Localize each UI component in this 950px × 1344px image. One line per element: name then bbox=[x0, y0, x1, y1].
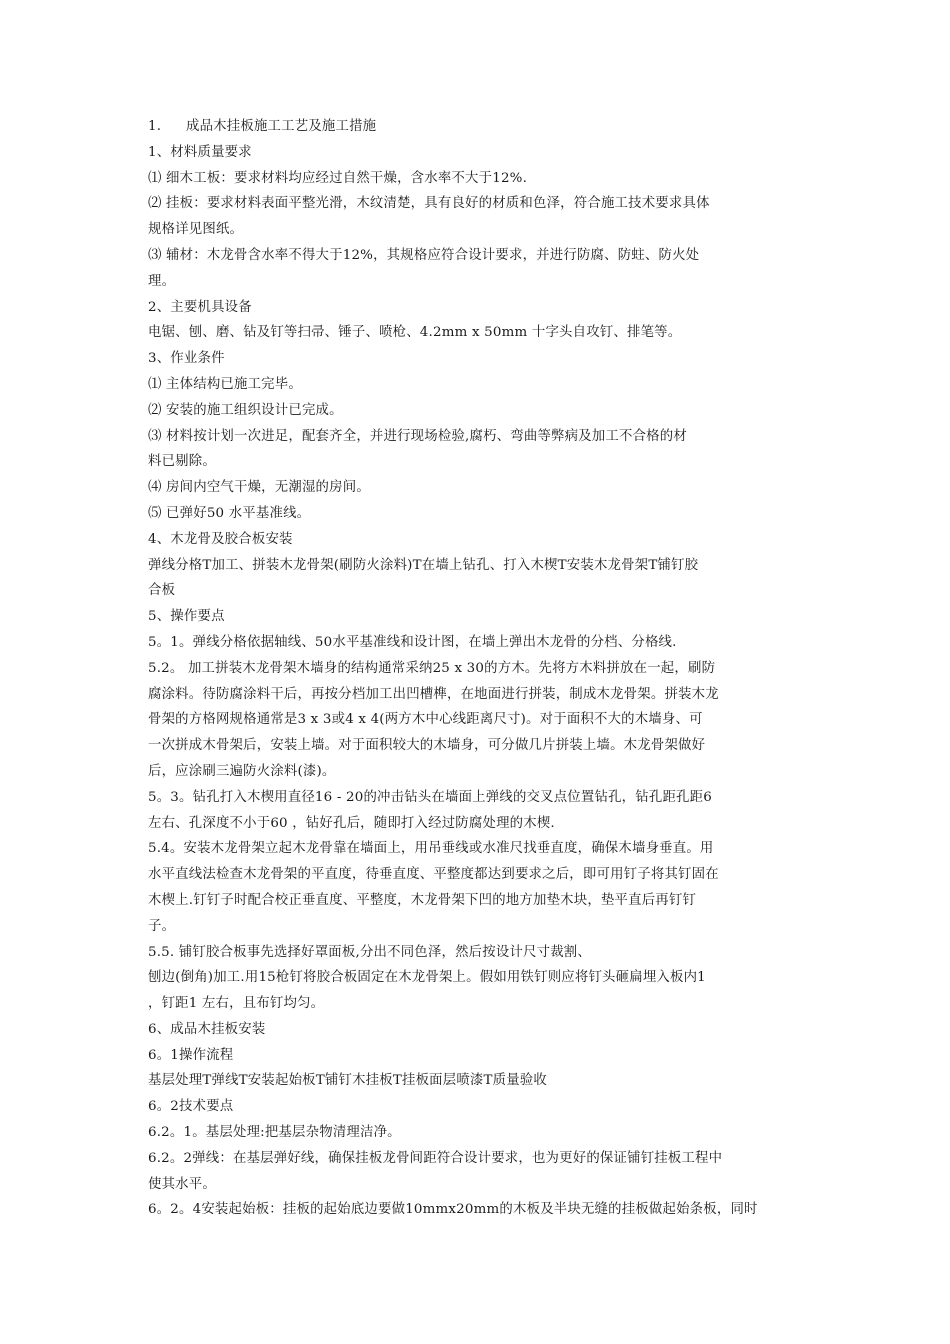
text-line: 左右、孔深度不小于60 ，钻好孔后，随即打入经过防腐处理的木楔. bbox=[148, 815, 555, 831]
text-line: 后，应涂刷三遍防火涂料(漆)。 bbox=[148, 763, 336, 779]
text-line: 6。1操作流程 bbox=[148, 1047, 234, 1063]
text-line: 6.2。2弹线：在基层弹好线，确保挂板龙骨间距符合设计要求，也为更好的保证铺钉挂板工程中 bbox=[148, 1150, 723, 1166]
text-line: ⑵ 安装的施工组织设计已完成。 bbox=[148, 402, 343, 418]
text-line: 合板 bbox=[148, 583, 176, 599]
text-line: 1、材料质量要求 bbox=[148, 144, 252, 160]
text-line: 4、木龙骨及胶合板安装 bbox=[148, 531, 293, 547]
document-page bbox=[148, 114, 828, 1223]
text-line: ，钉距1 左右，且布钉均匀。 bbox=[148, 996, 325, 1012]
text-line: 5.5. 铺钉胶合板事先选择好罩面板,分出不同色泽，然后按设计尺寸裁割、 bbox=[148, 944, 591, 960]
text-line: ⑴ 细木工板：要求材料均应经过自然干燥，含水率不大于12%. bbox=[148, 170, 528, 186]
text-line: ⑶ 辅材：木龙骨含水率不得大于12%，其规格应符合设计要求，并进行防腐、防蛀、防火处 bbox=[148, 247, 700, 263]
text-line: 6、成品木挂板安装 bbox=[148, 1021, 266, 1037]
document-body bbox=[148, 140, 828, 1223]
text-line: 骨架的方格网规格通常是3 x 3或4 x 4(两方木中心线距离尺寸)。对于面积不大的木墙身、可 bbox=[148, 712, 703, 728]
text-line: 刨边(倒角)加工.用15枪钉将胶合板固定在木龙骨架上。假如用铁钉则应将钉头砸扁埋入板内1 bbox=[148, 970, 706, 986]
text-line: 弹线分格T加工、拼装木龙骨架(刷防火涂料)T在墙上钻孔、打入木楔T安装木龙骨架T铺钉胶 bbox=[148, 557, 699, 573]
text-line: ⑷ 房间内空气干燥，无潮湿的房间。 bbox=[148, 480, 370, 496]
text-line: 5。3。钻孔打入木楔用直径16 - 20的冲击钻头在墙面上弹线的交叉点位置钻孔，钻孔距孔距6 bbox=[148, 789, 712, 805]
text-line: 料已剔除。 bbox=[148, 454, 216, 470]
text-line: 6.2。1。基层处理:把基层杂物清理洁净。 bbox=[148, 1125, 401, 1141]
text-line: ⑴ 主体结构已施工完毕。 bbox=[148, 376, 302, 392]
text-line: 5。1。弹线分格依据轴线、50水平基准线和设计图，在墙上弹出木龙骨的分档、分格线. bbox=[148, 634, 677, 650]
title-number: 1. bbox=[148, 119, 162, 134]
text-line: 6。2。4安装起始板：挂板的起始底边要做10mmx20mm的木板及半块无缝的挂板做起始条板，同时 bbox=[148, 1202, 758, 1218]
text-line: 电锯、刨、磨、钻及钉等扫帚、锤子、喷枪、4.2mm x 50mm 十字头自攻钉、排笔等。 bbox=[148, 325, 682, 341]
text-line: 腐涂料。待防腐涂料干后，再按分档加工出凹槽榫，在地面进行拼装，制成木龙骨架。拼装木龙 bbox=[148, 686, 719, 702]
document-title bbox=[148, 114, 828, 140]
text-line: 5.4。安装木龙骨架立起木龙骨靠在墙面上，用吊垂线或水准尺找垂直度，确保木墙身垂直。用 bbox=[148, 841, 714, 857]
text-line: 5、操作要点 bbox=[148, 609, 225, 625]
text-line: 使其水平。 bbox=[148, 1176, 216, 1192]
text-line: 规格详见图纸。 bbox=[148, 222, 244, 238]
text-line: 一次拼成木骨架后，安装上墙。对于面积较大的木墙身，可分做几片拼装上墙。木龙骨架做好 bbox=[148, 738, 706, 754]
title-text: 成品木挂板施工工艺及施工措施 bbox=[186, 119, 377, 134]
text-line: 6。2技术要点 bbox=[148, 1099, 234, 1115]
text-line: 理。 bbox=[148, 273, 176, 289]
text-line: 水平直线法检查木龙骨架的平直度，待垂直度、平整度都达到要求之后，即可用钉子将其钉固在 bbox=[148, 867, 719, 883]
text-line: ⑵ 挂板：要求材料表面平整光滑，木纹清楚，具有良好的材质和色泽，符合施工技术要求具体 bbox=[148, 196, 710, 212]
text-line: 3、作业条件 bbox=[148, 351, 225, 367]
text-line: ⑶ 材料按计划一次进足，配套齐全，并进行现场检验,腐朽、弯曲等弊病及加工不合格的材 bbox=[148, 428, 687, 444]
text-line: 木楔上.钉钉子时配合校正垂直度、平整度，木龙骨架下凹的地方加垫木块，垫平直后再钉钉 bbox=[148, 892, 697, 908]
text-line: ⑸ 已弹好50 水平基准线。 bbox=[148, 505, 311, 521]
text-line: 基层处理T弹线T安装起始板T铺钉木挂板T挂板面层喷漆T质量验收 bbox=[148, 1073, 548, 1089]
text-line: 子。 bbox=[148, 918, 176, 934]
text-line: 2、主要机具设备 bbox=[148, 299, 252, 315]
text-line: 5.2。 加工拼装木龙骨架木墙身的结构通常采纳25 x 30的方木。先将方木料拼放在一起，刷防 bbox=[148, 660, 716, 676]
